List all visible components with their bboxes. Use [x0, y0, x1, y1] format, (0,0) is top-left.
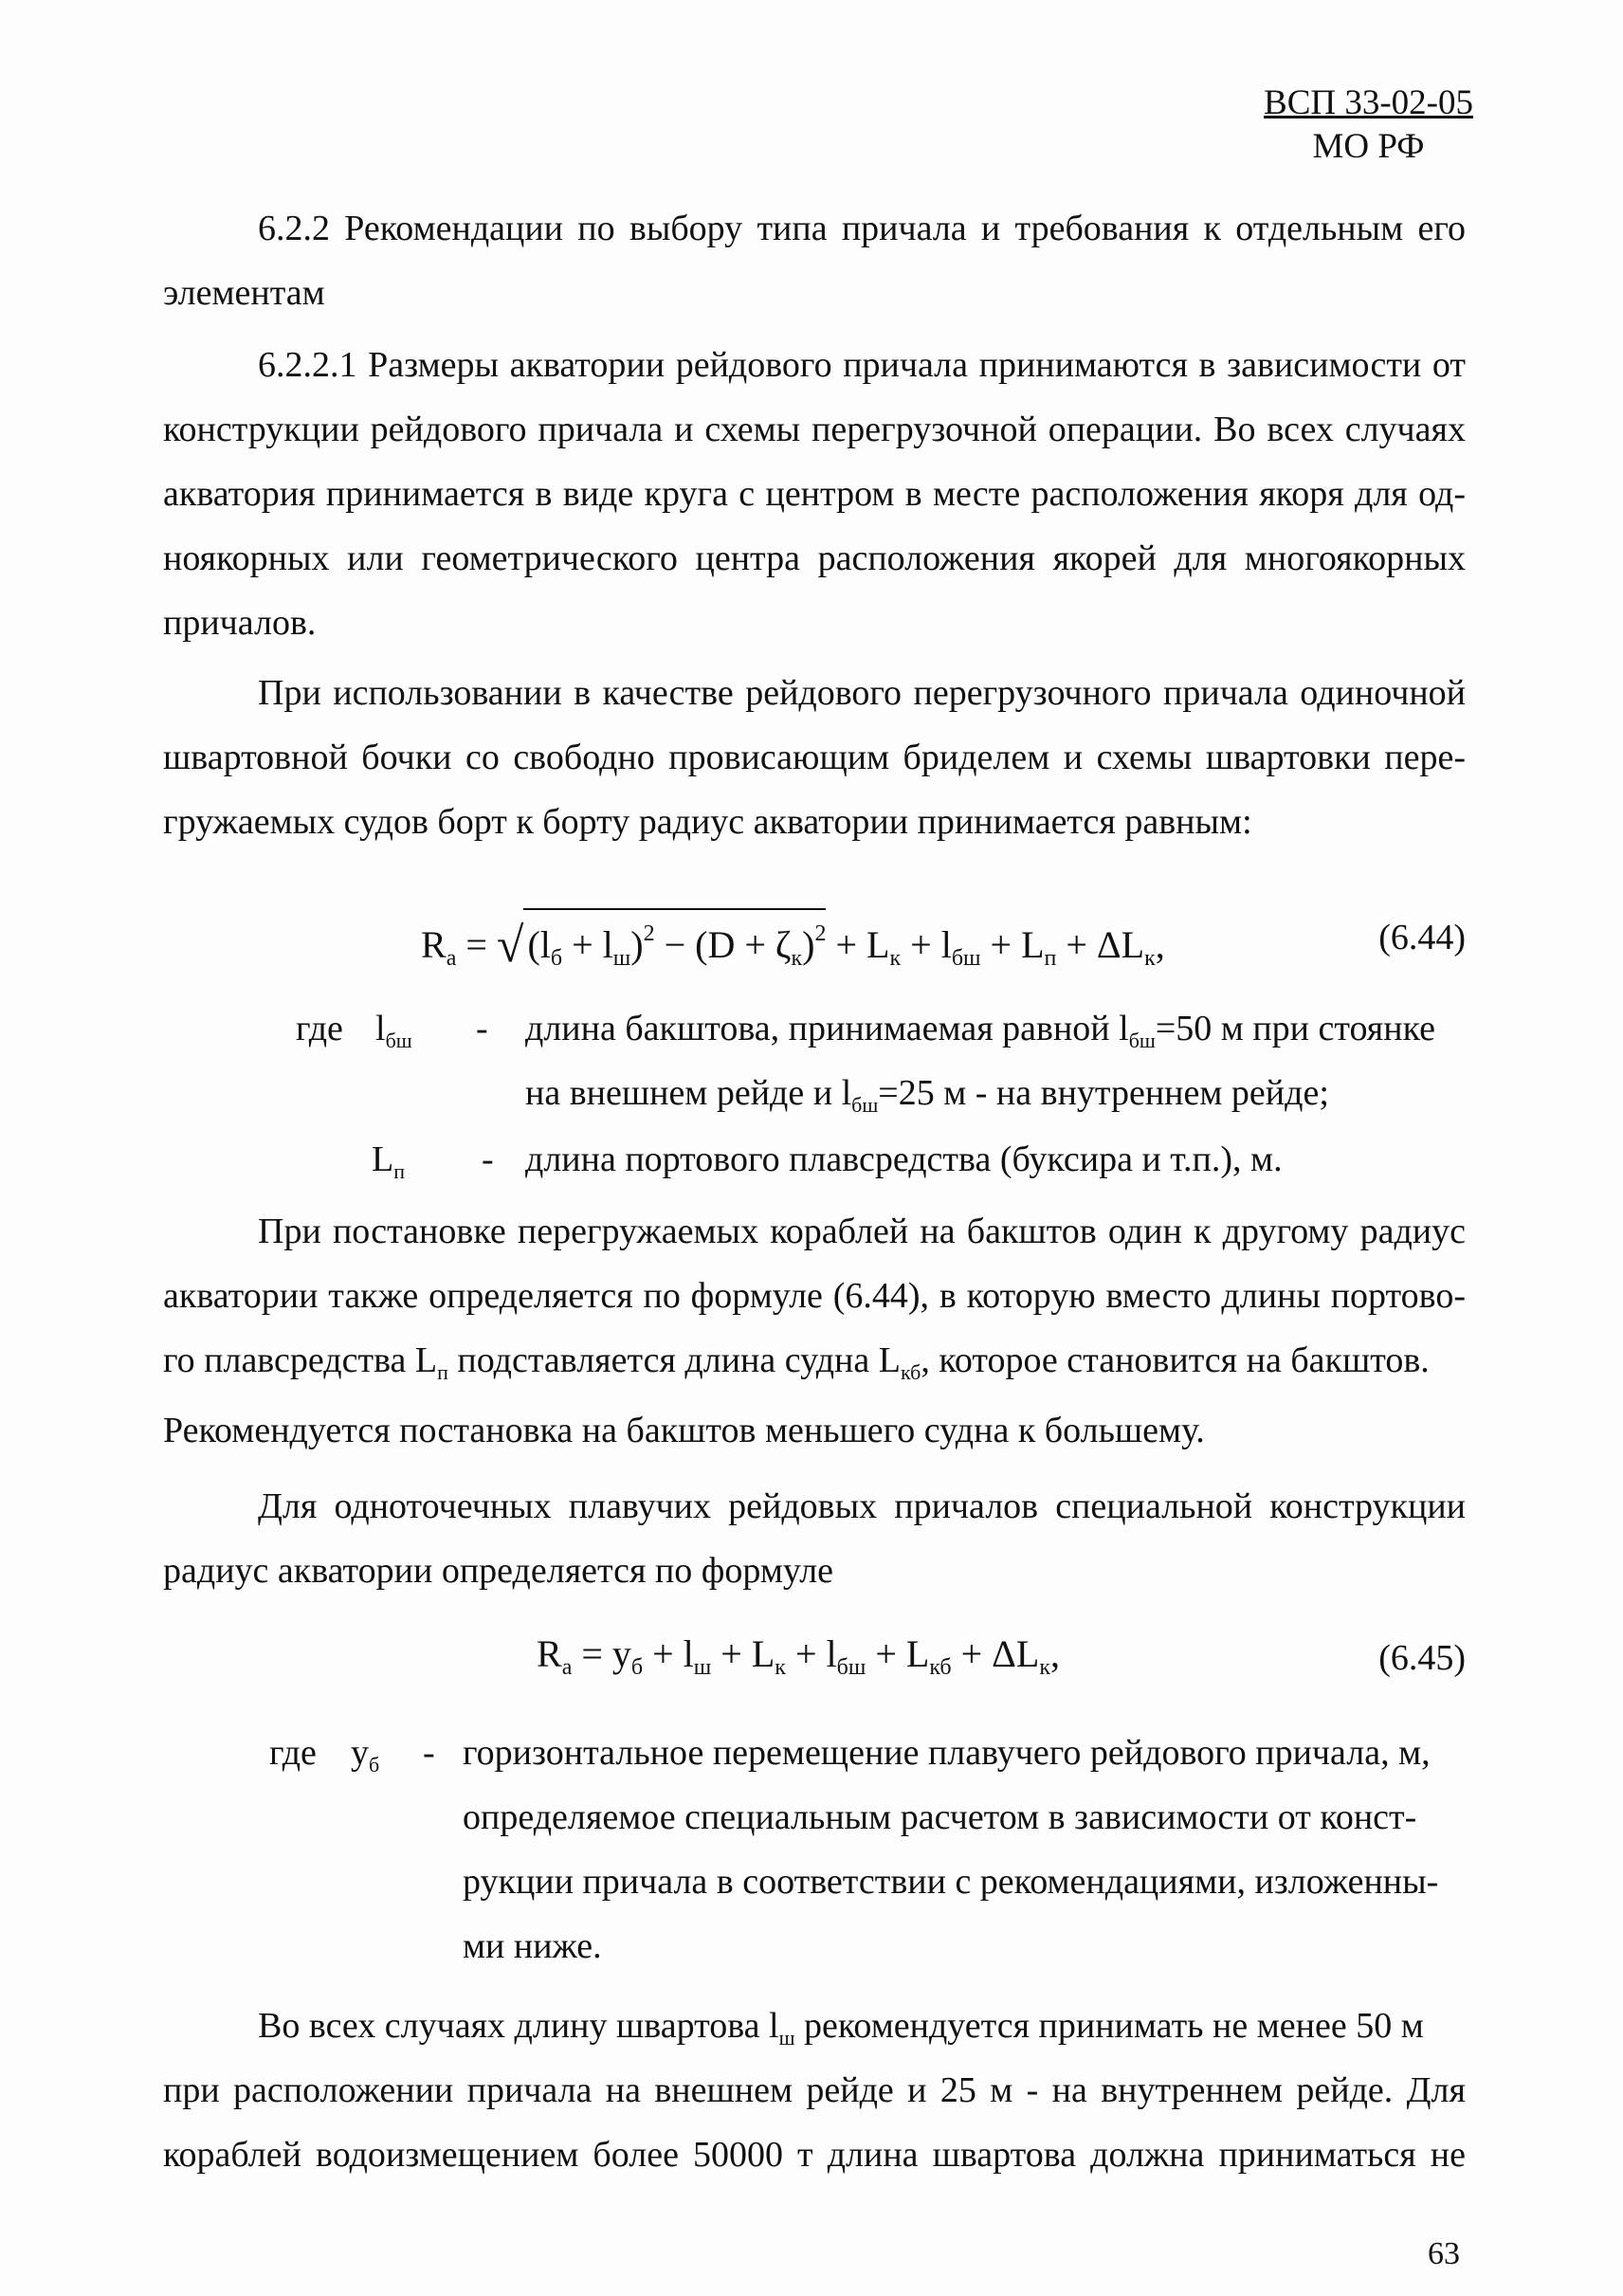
formula2-p5: + ΔL [951, 1632, 1040, 1675]
formula2-p4-sub: кб [929, 1655, 952, 1680]
def1-text2-sub: бш [851, 1093, 879, 1117]
def1-symbol [375, 1007, 412, 1063]
formula1-rest3-sub: п [1044, 946, 1057, 971]
para5-line1-sub: ш [778, 2026, 795, 2050]
para3-line3-b: подставляется длина судна L [447, 1340, 901, 1380]
para4-line-1: Для одноточечных плавучих рейдовых причалов специальной конструкции [258, 1486, 1466, 1526]
para5-line1-b: рекомендуется принимать не менее 50 м [794, 2006, 1424, 2046]
section-heading-line-1: 6.2.2 Рекомендации по выбору типа причала и требования к отдельным его [258, 209, 1466, 248]
para5-line1-a: Во всех случаях длину швартова l [258, 2006, 779, 2046]
def3-symbol-base: y [351, 1733, 369, 1773]
para1-line-5: причалов. [163, 603, 317, 643]
para2-line-2: швартовной бочки со свободно провисающим бриделем и схемы швартовки пере- [163, 738, 1466, 777]
formula2-p2-sub: к [775, 1655, 786, 1680]
formula2-lhs: R [537, 1632, 562, 1675]
para3-line3-sub2: кб [900, 1360, 921, 1384]
def3-text-line-1: горизонтальное перемещение плавучего рейдового причала, м, [463, 1733, 1431, 1773]
def1-text1-sub: бш [1128, 1029, 1156, 1052]
formula1-rest1-sub: к [889, 946, 902, 971]
def3-text-line-3: рукции причала в соответствии с рекомендациями, изложенны- [463, 1862, 1439, 1902]
formula1-term2-sub: ш [612, 946, 631, 971]
para5-line-2: при расположении причала на внешнем рейде и 25 м - на внутреннем рейде. Для [163, 2070, 1466, 2110]
formula1-lhs: R [421, 923, 447, 966]
formula1-pow1: 2 [643, 921, 655, 946]
def1-where: где [296, 1009, 343, 1048]
formula1-eq: = [456, 923, 497, 966]
formula1-rest1: + L [826, 923, 890, 966]
document-header [1264, 82, 1473, 169]
formula1-rest2-sub: бш [951, 946, 981, 971]
formula1-lhs-sub: а [446, 946, 457, 971]
formula-6-45-number: (6.45) [1378, 1638, 1466, 1678]
def1-text1-a: длина бакштова, принимаемая равной l [525, 1009, 1129, 1048]
formula2-eq: = y [572, 1632, 631, 1675]
formula1-minus: − (D + ζ [654, 923, 792, 966]
def1-dash: - [476, 1009, 488, 1048]
formula1-term1: (l [527, 923, 551, 966]
para1-line-1: 6.2.2.1 Размеры акватории рейдового причала принимаются в зависимости от [258, 345, 1466, 385]
formula1-zeta-sub: к [791, 946, 803, 971]
para3-line3-sub1: п [437, 1360, 448, 1384]
organization: МО РФ [1312, 127, 1425, 166]
section-heading-line-2: элементам [163, 273, 325, 313]
sqrt-sign: √ [496, 919, 524, 973]
formula1-rest2: + l [901, 923, 952, 966]
def3-text-line-2: определяемое специальным расчетом в зависимости от конст- [463, 1797, 1417, 1837]
formula2-p3-sub: бш [836, 1655, 866, 1680]
formula2-p3: + l [785, 1632, 837, 1675]
formula1-rest4: + ΔL [1056, 923, 1145, 966]
para4-line-2: радиус акватории определяется по формуле [163, 1551, 834, 1591]
sqrt-radicand [523, 908, 826, 982]
formula1-close1: ) [630, 923, 644, 966]
def1-text-line-1 [525, 1007, 1435, 1063]
formula2-p1-sub: ш [693, 1655, 712, 1680]
para3-line-2: акватории также определяется по формуле (6.44), в которую вместо длины портово- [163, 1276, 1466, 1316]
formula1-tail: , [1155, 923, 1165, 966]
document-code: ВСП 33-02-05 [1264, 83, 1473, 122]
formula-6-44 [421, 908, 1165, 982]
def3-where: где [269, 1733, 317, 1773]
def2-dash: - [482, 1139, 494, 1179]
def2-text: длина портового плавсредства (буксира и т.п.), м. [525, 1139, 1283, 1179]
def3-symbol [351, 1731, 379, 1787]
para1-line-2: конструкции рейдового причала и схемы перегрузочной операции. Во всех случаях [163, 410, 1466, 449]
formula1-term1-sub: б [550, 946, 563, 971]
para2-line-1: При использовании в качестве рейдового перегрузочного причала одиночной [258, 673, 1466, 713]
def1-text-line-2 [525, 1071, 1329, 1127]
formula1-pow2: 2 [814, 921, 827, 946]
formula1-rest4-sub: к [1144, 946, 1156, 971]
def2-symbol [372, 1138, 405, 1194]
formula1-plus1: + l [562, 923, 613, 966]
def1-symbol-sub: бш [385, 1029, 412, 1052]
page-number: 63 [1428, 2236, 1460, 2271]
def1-text1-b: =50 м при стоянке [1155, 1009, 1435, 1048]
formula2-tail: , [1050, 1632, 1060, 1675]
formula2-p4: + L [866, 1632, 930, 1675]
formula2-y-sub: б [630, 1655, 644, 1680]
def1-symbol-base: l [375, 1009, 386, 1048]
def1-text2-b: =25 м - на внутреннем рейде; [878, 1073, 1329, 1113]
formula2-p1: + l [643, 1632, 694, 1675]
def1-text2-a: на внешнем рейде и l [525, 1073, 852, 1113]
def3-text-line-4: ми ниже. [463, 1926, 602, 1966]
para3-line-4: Рекомендуется постановка на бакштов меньшего судна к большему. [163, 1411, 1205, 1450]
formula-6-45 [537, 1631, 1060, 1691]
para3-line-3 [163, 1339, 1466, 1394]
para3-line3-c: , которое становится на бакштов. [921, 1340, 1430, 1380]
formula2-p5-sub: к [1039, 1655, 1050, 1680]
def3-symbol-sub: б [369, 1753, 380, 1777]
def2-symbol-base: L [372, 1139, 394, 1179]
def2-symbol-sub: п [393, 1159, 405, 1183]
formula2-lhs-sub: а [561, 1655, 573, 1680]
para1-line-4: ноякорных или геометрического центра расположения якорей для многоякорных [163, 538, 1466, 578]
para1-line-3: акватория принимается в виде круга с центром в месте расположения якоря для од- [163, 474, 1466, 514]
para3-line-1: При постановке перегружаемых кораблей на бакштов один к другому радиус [258, 1212, 1466, 1251]
formula1-rest3: + L [980, 923, 1045, 966]
para5-line-1 [258, 2004, 1424, 2060]
formula-6-44-number: (6.44) [1378, 918, 1466, 957]
para3-line3-a: го плавсредства L [163, 1340, 438, 1380]
formula2-p2: + L [711, 1632, 775, 1675]
def3-dash: - [423, 1733, 435, 1773]
para5-line-3: кораблей водоизмещением более 50000 т длина швартова должна приниматься не [163, 2135, 1466, 2175]
para2-line-3: гружаемых судов борт к борту радиус акватории принимается равным: [163, 802, 1252, 842]
para3-line-3-part-a [163, 1339, 1430, 1394]
formula1-close2: ) [802, 923, 815, 966]
